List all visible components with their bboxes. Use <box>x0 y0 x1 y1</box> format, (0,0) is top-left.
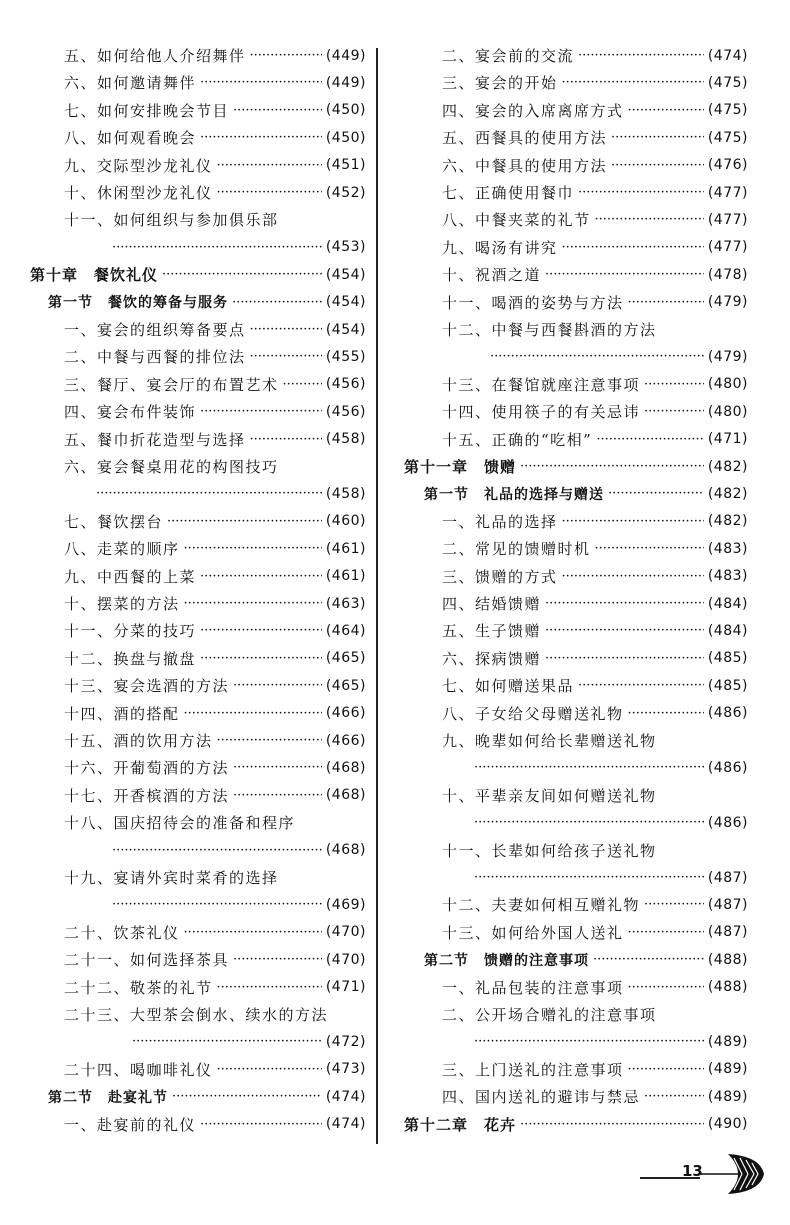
dot-leader <box>578 678 704 693</box>
toc-page-number: (482) <box>707 513 748 530</box>
dot-leader <box>578 48 704 63</box>
dot-leader <box>200 623 322 638</box>
column-divider <box>376 48 378 1144</box>
toc-page-number: (472) <box>325 1033 366 1050</box>
toc-entry <box>30 69 366 96</box>
toc-entry-title: 五、生子馈赠 <box>442 622 542 641</box>
toc-entry-title: 十六、开葡萄酒的方法 <box>64 759 230 778</box>
toc-entry-title: 八、走菜的顺序 <box>64 540 180 559</box>
toc-section <box>404 480 748 507</box>
toc-entry-title: 九、交际型沙龙礼仪 <box>64 156 213 175</box>
toc-page-number: (450) <box>325 102 366 119</box>
toc-entry <box>30 234 366 261</box>
toc-entry <box>30 782 366 809</box>
toc-entry-title: 九、喝汤有讲究 <box>442 238 558 257</box>
dot-leader <box>628 295 704 310</box>
dot-leader <box>562 240 704 255</box>
toc-entry <box>404 563 748 590</box>
toc-page-number: (461) <box>325 540 366 557</box>
toc-entry-title: 一、礼品的选择 <box>442 512 558 531</box>
toc-page-number: (489) <box>707 1033 748 1050</box>
toc-chapter <box>404 453 748 480</box>
dot-leader <box>520 1117 704 1132</box>
toc-entry <box>404 179 748 206</box>
toc-entry-title: 五、西餐具的使用方法 <box>442 129 608 148</box>
toc-entry <box>30 1056 366 1083</box>
toc-entry <box>404 426 748 453</box>
toc-entry <box>404 508 748 535</box>
dot-leader <box>628 980 704 995</box>
toc-entry-title: 十、休闲型沙龙礼仪 <box>64 184 213 202</box>
toc-entry <box>30 152 366 179</box>
toc-page-number: (466) <box>325 705 366 722</box>
dot-leader <box>644 404 704 419</box>
toc-entry-title: 一、赴宴前的礼仪 <box>64 1115 197 1134</box>
toc-page-number: (454) <box>325 266 366 283</box>
dot-leader <box>96 486 322 501</box>
dot-leader <box>233 678 322 693</box>
toc-entry-title: 四、宴会的入席离席方式 <box>442 101 624 120</box>
dot-leader <box>628 706 704 721</box>
toc-page-number: (489) <box>707 1061 748 1078</box>
dot-leader <box>283 377 322 392</box>
toc-entry-title: 一、宴会的组织筹备要点 <box>64 321 246 339</box>
toc-entry <box>30 453 366 480</box>
toc-entry-title: 第十一章 馈赠 <box>404 458 517 476</box>
toc-page-number: (478) <box>707 266 748 283</box>
toc-entry <box>30 371 366 398</box>
toc-entry-title: 二十三、大型茶会倒水、续水的方法 <box>64 1006 329 1024</box>
dot-leader <box>595 212 704 227</box>
toc-page-number: (487) <box>707 924 748 941</box>
toc-page-number: (477) <box>707 211 748 228</box>
toc-section <box>404 946 748 973</box>
toc-entry-title: 七、如何赠送果品 <box>442 677 575 696</box>
toc-page-number: (456) <box>325 403 366 420</box>
toc-entry <box>30 700 366 727</box>
dot-leader <box>200 569 322 584</box>
toc-entry <box>404 809 748 836</box>
toc-entry-title: 十九、宴请外宾时菜肴的选择 <box>64 869 279 887</box>
toc-entry <box>30 1111 366 1138</box>
toc-entry-title: 十七、开香槟酒的方法 <box>64 786 230 805</box>
toc-entry <box>404 152 748 179</box>
toc-entry <box>30 974 366 1001</box>
page-footer <box>640 1150 770 1200</box>
toc-entry-title: 十一、喝酒的姿势与方法 <box>442 293 624 312</box>
dot-leader <box>490 349 704 364</box>
toc-entry-title: 二、常见的馈赠时机 <box>442 540 591 559</box>
dot-leader <box>184 596 322 611</box>
dot-leader <box>545 267 704 282</box>
toc-entry-title: 十四、酒的搭配 <box>64 704 180 723</box>
toc-entry-title: 二十四、喝咖啡礼仪 <box>64 1060 213 1079</box>
toc-entry <box>404 535 748 562</box>
toc-entry-title: 十二、换盘与撤盘 <box>64 649 197 668</box>
toc-entry <box>404 69 748 96</box>
toc-entry <box>404 261 748 288</box>
toc-entry-title: 三、宴会的开始 <box>442 74 558 93</box>
dot-leader <box>593 952 704 967</box>
toc-entry <box>404 754 748 781</box>
dot-leader <box>200 130 322 145</box>
toc-entry <box>30 672 366 699</box>
toc-entry <box>404 672 748 699</box>
toc-entry <box>30 1001 366 1028</box>
toc-entry-title: 十五、酒的饮用方法 <box>64 732 213 750</box>
toc-page-number: (486) <box>707 705 748 722</box>
toc-entry <box>404 316 748 343</box>
dot-leader <box>172 1089 322 1104</box>
dot-leader <box>644 377 704 392</box>
dot-leader <box>474 760 704 775</box>
toc-entry <box>30 42 366 69</box>
toc-entry <box>30 645 366 672</box>
toc-entry-title: 二十、饮茶礼仪 <box>64 923 180 942</box>
dot-leader <box>233 760 322 775</box>
toc-entry <box>404 1083 748 1110</box>
dot-leader <box>474 870 704 885</box>
dot-leader <box>132 1034 322 1049</box>
dot-leader <box>628 925 704 940</box>
toc-entry-title: 第十章 餐饮礼仪 <box>30 266 159 285</box>
toc-page-number: (452) <box>325 184 366 201</box>
toc-entry <box>30 508 366 535</box>
dot-leader <box>217 1062 322 1077</box>
toc-entry <box>30 398 366 425</box>
dot-leader <box>200 651 322 666</box>
toc-page-number: (449) <box>325 74 366 91</box>
toc-entry <box>404 97 748 124</box>
dot-leader <box>217 158 322 173</box>
toc-page-number: (463) <box>325 595 366 612</box>
toc-page-number: (466) <box>325 732 366 749</box>
toc-entry <box>30 563 366 590</box>
dot-leader <box>112 843 322 858</box>
toc-entry <box>30 316 366 343</box>
toc-entry <box>404 234 748 261</box>
toc-entry <box>30 617 366 644</box>
toc-entry-title: 四、宴会布件装饰 <box>64 403 197 422</box>
toc-chapter <box>30 261 366 288</box>
toc-page-number: (468) <box>325 759 366 776</box>
dot-leader <box>562 569 704 584</box>
toc-entry <box>404 206 748 233</box>
toc-entry-title: 十、摆菜的方法 <box>64 595 180 613</box>
dot-leader <box>611 158 704 173</box>
dot-leader <box>184 541 322 556</box>
dot-leader <box>233 788 322 803</box>
dot-leader <box>578 185 704 200</box>
toc-entry-title: 八、如何观看晚会 <box>64 129 197 148</box>
dot-leader <box>474 1034 704 1049</box>
toc-page-number: (482) <box>707 485 748 502</box>
toc-page-number: (451) <box>325 157 366 174</box>
dot-leader <box>562 514 704 529</box>
toc-entry <box>404 700 748 727</box>
toc-entry <box>404 645 748 672</box>
toc-entry <box>404 919 748 946</box>
toc-entry-title: 三、餐厅、宴会厅的布置艺术 <box>64 375 279 394</box>
dot-leader <box>545 596 704 611</box>
dot-leader <box>217 733 322 748</box>
toc-page-number: (485) <box>707 650 748 667</box>
toc-page-number: (471) <box>707 431 748 448</box>
dot-leader <box>596 432 704 447</box>
toc-page-number: (474) <box>325 1116 366 1133</box>
toc-page-number: (480) <box>707 376 748 393</box>
toc-page-number: (488) <box>707 951 748 968</box>
toc-entry <box>30 535 366 562</box>
dot-leader <box>520 459 704 474</box>
toc-entry-title: 十、祝酒之道 <box>442 266 542 285</box>
toc-page-number: (477) <box>707 184 748 201</box>
dot-leader <box>233 103 322 118</box>
toc-entry-title: 十二、中餐与西餐斟酒的方法 <box>442 321 657 339</box>
toc-section <box>30 1083 366 1110</box>
toc-entry <box>30 864 366 891</box>
toc-entry-title: 六、中餐具的使用方法 <box>442 156 608 175</box>
dot-leader <box>474 815 704 830</box>
dot-leader <box>233 952 322 967</box>
toc-entry-title: 二、公开场合赠礼的注意事项 <box>442 1006 657 1024</box>
toc-entry-title: 八、中餐夹菜的礼节 <box>442 211 591 230</box>
page-number: 13 <box>682 1162 703 1180</box>
toc-entry-title: 第十二章 花卉 <box>404 1115 517 1134</box>
toc-page-number: (471) <box>325 979 366 996</box>
toc-page-number: (458) <box>325 485 366 502</box>
dot-leader <box>562 75 704 90</box>
toc-entry <box>404 1056 748 1083</box>
toc-page-number: (449) <box>325 47 366 64</box>
toc-entry-title: 二、中餐与西餐的排位法 <box>64 348 246 367</box>
toc-page-number: (464) <box>325 622 366 639</box>
toc-entry <box>30 946 366 973</box>
toc-entry <box>30 480 366 507</box>
dot-leader <box>545 623 704 638</box>
dot-leader <box>112 897 322 912</box>
toc-entry <box>30 891 366 918</box>
toc-page-number: (469) <box>325 896 366 913</box>
toc-page-number: (454) <box>325 294 366 311</box>
toc-entry-title: 四、国内送礼的避讳与禁忌 <box>442 1088 641 1107</box>
toc-page-number: (484) <box>707 622 748 639</box>
toc-entry-title: 十一、分菜的技巧 <box>64 622 197 641</box>
toc-entry <box>30 97 366 124</box>
dot-leader <box>200 1117 322 1132</box>
toc-entry-title: 十、平辈亲友间如何赠送礼物 <box>442 786 657 805</box>
dot-leader <box>167 514 322 529</box>
toc-page-number: (488) <box>707 979 748 996</box>
toc-entry-title: 二十一、如何选择茶具 <box>64 951 230 970</box>
dot-leader <box>545 651 704 666</box>
toc-entry <box>404 371 748 398</box>
dot-leader <box>200 404 322 419</box>
toc-entry-title: 九、晚辈如何给长辈赠送礼物 <box>442 732 657 750</box>
toc-entry-title: 十八、国庆招待会的准备和程序 <box>64 814 296 833</box>
toc-chapter <box>404 1111 748 1138</box>
dot-leader <box>250 432 322 447</box>
toc-entry <box>404 1001 748 1028</box>
toc-entry <box>404 42 748 69</box>
toc-page-number: (454) <box>325 321 366 338</box>
toc-page-number: (458) <box>325 431 366 448</box>
toc-entry-title: 第一节 餐饮的筹备与服务 <box>48 295 228 312</box>
toc-page-number: (465) <box>325 677 366 694</box>
toc-page-number: (473) <box>325 1061 366 1078</box>
toc-entry-title: 十一、如何组织与参加俱乐部 <box>64 211 279 230</box>
toc-entry-title: 四、结婚馈赠 <box>442 595 542 613</box>
dot-leader <box>608 486 704 501</box>
toc-entry <box>404 782 748 809</box>
dot-leader <box>250 322 322 337</box>
toc-entry-title: 八、子女给父母赠送礼物 <box>442 704 624 723</box>
toc-entry-title: 六、宴会餐桌用花的构图技巧 <box>64 458 279 476</box>
toc-page-number: (450) <box>325 129 366 146</box>
toc-section <box>30 289 366 316</box>
dot-leader <box>217 185 322 200</box>
toc-page-number: (460) <box>325 513 366 530</box>
dot-leader <box>628 1062 704 1077</box>
toc-entry <box>404 398 748 425</box>
toc-entry-title: 六、如何邀请舞伴 <box>64 74 197 93</box>
toc-entry-title: 第一节 礼品的选择与赠送 <box>424 486 604 503</box>
toc-entry-title: 一、礼品包装的注意事项 <box>442 978 624 997</box>
toc-page-number: (461) <box>325 568 366 585</box>
toc-entry-title: 三、上门送礼的注意事项 <box>442 1060 624 1079</box>
toc-entry <box>30 426 366 453</box>
toc-page-number: (470) <box>325 951 366 968</box>
toc-page-number: (475) <box>707 102 748 119</box>
toc-entry <box>404 837 748 864</box>
toc-entry-title: 第二节 赴宴礼节 <box>48 1089 168 1106</box>
toc-page-number: (475) <box>707 129 748 146</box>
toc-page-number: (487) <box>707 869 748 886</box>
toc-entry-title: 七、如何安排晚会节目 <box>64 101 230 120</box>
toc-page-number: (490) <box>707 1116 748 1133</box>
toc-page-number: (465) <box>325 650 366 667</box>
dot-leader <box>200 75 322 90</box>
dot-leader <box>628 103 704 118</box>
toc-entry <box>30 124 366 151</box>
toc-page-number: (482) <box>707 458 748 475</box>
toc-entry <box>404 864 748 891</box>
toc-page-number: (477) <box>707 239 748 256</box>
toc-entry <box>404 617 748 644</box>
dot-leader <box>644 897 704 912</box>
dot-leader <box>184 706 322 721</box>
toc-entry <box>30 837 366 864</box>
toc-entry-title: 五、如何给他人介绍舞伴 <box>64 47 246 65</box>
toc-entry-title: 九、中西餐的上菜 <box>64 567 197 586</box>
toc-entry <box>404 343 748 370</box>
toc-entry <box>404 590 748 617</box>
toc-entry-title: 二十二、敬茶的礼节 <box>64 978 213 997</box>
toc-entry <box>404 1028 748 1055</box>
toc-entry-title: 二、宴会前的交流 <box>442 47 575 65</box>
toc-page-number: (475) <box>707 74 748 91</box>
dot-leader <box>184 925 322 940</box>
dot-leader <box>217 980 322 995</box>
toc-entry <box>30 754 366 781</box>
toc-entry <box>404 727 748 754</box>
toc-page-number: (455) <box>325 348 366 365</box>
toc-entry-title: 五、餐巾折花造型与选择 <box>64 430 246 449</box>
toc-entry-title: 十五、正确的“吃相” <box>442 430 593 449</box>
toc-entry <box>30 343 366 370</box>
toc-page-number: (468) <box>325 787 366 804</box>
toc-entry-title: 十一、长辈如何给孩子送礼物 <box>442 841 657 860</box>
toc-page-number: (453) <box>325 239 366 256</box>
toc-page-number: (456) <box>325 376 366 393</box>
toc-entry <box>30 919 366 946</box>
toc-page-number: (480) <box>707 403 748 420</box>
toc-page-number: (474) <box>325 1088 366 1105</box>
toc-page-number: (479) <box>707 294 748 311</box>
toc-entry-title: 第二节 馈赠的注意事项 <box>424 952 589 969</box>
toc-entry-title: 七、餐饮摆台 <box>64 512 164 531</box>
dot-leader <box>595 541 704 556</box>
toc-entry <box>404 891 748 918</box>
toc-page-number: (468) <box>325 842 366 859</box>
toc-entry-title: 十三、宴会选酒的方法 <box>64 677 230 696</box>
dot-leader <box>112 240 322 255</box>
toc-entry <box>30 809 366 836</box>
toc-entry-title: 六、探病馈赠 <box>442 649 542 668</box>
toc-page-number: (476) <box>707 157 748 174</box>
dot-leader <box>611 130 704 145</box>
toc-page-number: (483) <box>707 540 748 557</box>
toc-entry-title: 七、正确使用餐巾 <box>442 184 575 202</box>
dot-leader <box>644 1089 704 1104</box>
toc-entry-title: 十三、在餐馆就座注意事项 <box>442 375 641 394</box>
toc-entry <box>30 727 366 754</box>
toc-entry <box>404 974 748 1001</box>
dot-leader <box>232 295 322 310</box>
toc-page-number: (487) <box>707 896 748 913</box>
dot-leader <box>162 267 322 282</box>
toc-entry-title: 十二、夫妻如何相互赠礼物 <box>442 896 641 915</box>
toc-entry <box>404 124 748 151</box>
toc-entry <box>30 590 366 617</box>
toc-entry <box>30 206 366 233</box>
toc-page-number: (479) <box>707 348 748 365</box>
toc-page-number: (484) <box>707 595 748 612</box>
toc-page-number: (486) <box>707 814 748 831</box>
toc-page-number: (486) <box>707 759 748 776</box>
toc-page-number: (474) <box>707 47 748 64</box>
toc-page-number: (485) <box>707 677 748 694</box>
toc-page-number: (489) <box>707 1088 748 1105</box>
dot-leader <box>250 349 322 364</box>
toc-entry-title: 十三、如何给外国人送礼 <box>442 923 624 942</box>
toc-page-number: (470) <box>325 924 366 941</box>
toc-page-number: (483) <box>707 568 748 585</box>
toc-entry <box>404 289 748 316</box>
dot-leader <box>250 48 322 63</box>
toc-entry-title: 十四、使用筷子的有关忌讳 <box>442 403 641 422</box>
toc-entry-title: 三、馈赠的方式 <box>442 567 558 586</box>
toc-entry <box>30 1028 366 1055</box>
toc-entry <box>30 179 366 206</box>
